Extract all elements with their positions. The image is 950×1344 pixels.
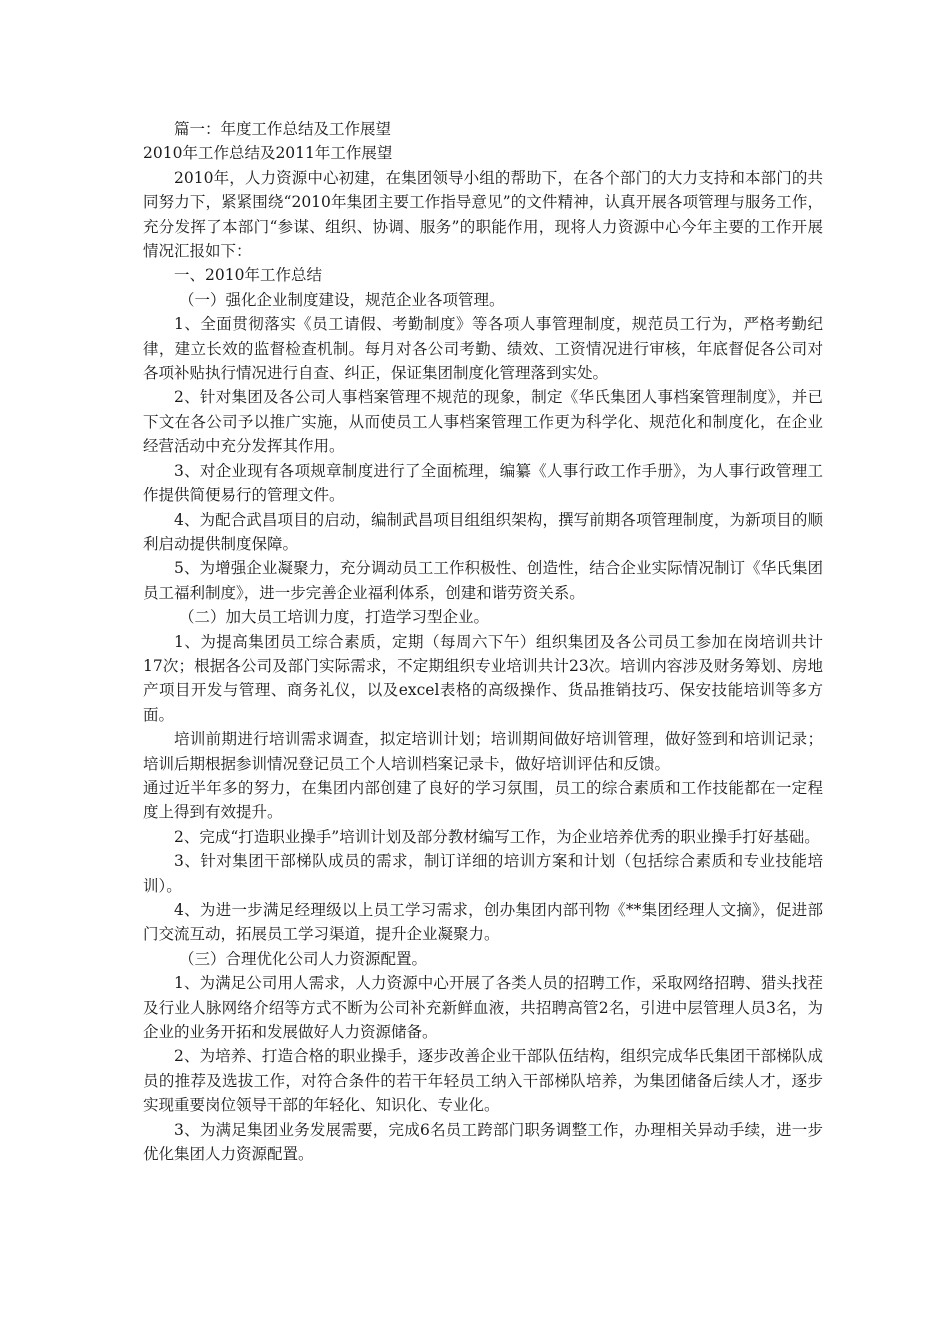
subsection-heading-3: （三）合理优化公司人力资源配置。 bbox=[179, 949, 428, 968]
subsection-heading-1: （一）强化企业制度建设，规范企业各项管理。 bbox=[179, 290, 505, 309]
paragraph-item: 5、为增强企业凝聚力，充分调动员工工作积极性、创造性，结合企业实际情况制订《华氏集团员工福利制度》，进一步完善企业福利体系，创建和谐劳资关系。 bbox=[143, 559, 823, 602]
document-heading-1: 篇一：年度工作总结及工作展望 bbox=[174, 120, 392, 138]
paragraph-item: 2、为培养、打造合格的职业操手，逐步改善企业干部队伍结构，组织完成华氏集团干部梯队成员的推荐及选拔工作，对符合条件的若干年轻员工纳入干部梯队培养，为集团储备后续人才，逐步实现重要岗位领导干部的年轻化、知识化、专业化。 bbox=[143, 1047, 823, 1115]
section-heading-1: 一、2010年工作总结 bbox=[174, 266, 322, 285]
document-heading-2: 2010年工作总结及2011年工作展望 bbox=[143, 144, 393, 163]
paragraph-item: 通过近半年多的努力，在集团内部创建了良好的学习氛围，员工的综合素质和工作技能都在一定程度上得到有效提升。 bbox=[143, 778, 823, 822]
subsection-heading-2: （二）加大员工培训力度，打造学习型企业。 bbox=[179, 608, 490, 627]
document-body bbox=[143, 117, 823, 1166]
paragraph-item: 1、全面贯彻落实《员工请假、考勤制度》等各项人事管理制度，规范员工行为，严格考勤纪律，建立长效的监督检查机制。每月对各公司考勤、绩效、工资情况进行审核，年底督促各公司对各项补贴执行情况进行自查、纠正，保证集团制度化管理落到实处。 bbox=[143, 315, 823, 383]
paragraph-item: 1、为提高集团员工综合素质，定期（每周六下午）组织集团及各公司员工参加在岗培训共计17次；根据各公司及部门实际需求，不定期组织专业培训共计23次。培训内容涉及财务筹划、房地产项目开发与管理、商务礼仪，以及excel表格的高级操作、货品推销技巧、保安技能培训等多方面。 bbox=[143, 632, 823, 724]
paragraph-item: 3、对企业现有各项规章制度进行了全面梳理，编纂《人事行政工作手册》，为人事行政管理工作提供简便易行的管理文件。 bbox=[143, 461, 823, 505]
paragraph-item: 4、为配合武昌项目的启动，编制武昌项目组组织架构，撰写前期各项管理制度，为新项目的顺利启动提供制度保障。 bbox=[143, 510, 823, 553]
paragraph-item: 2、针对集团及各公司人事档案管理不规范的现象，制定《华氏集团人事档案管理制度》，并已下文在各公司予以推广实施，从而使员工人事档案管理工作更为科学化、规范化和制度化，在企业经营活动中充分发挥其作用。 bbox=[143, 388, 823, 456]
paragraph-item: 2、完成“打造职业操手”培训计划及部分教材编写工作，为企业培养优秀的职业操手打好基础。 bbox=[174, 827, 820, 846]
paragraph-item: 3、为满足集团业务发展需要，完成6名员工跨部门职务调整工作，办理相关异动手续，进一步优化集团人力资源配置。 bbox=[143, 1120, 823, 1164]
paragraph-item: 培训前期进行培训需求调查，拟定培训计划；培训期间做好培训管理，做好签到和培训记录；培训后期根据参训情况登记员工个人培训档案记录卡，做好培训评估和反馈。 bbox=[143, 730, 823, 773]
paragraph-item: 1、为满足公司用人需求，人力资源中心开展了各类人员的招聘工作，采取网络招聘、猎头找茬及行业人脉网络介绍等方式不断为公司补充新鲜血液，共招聘高管2名，引进中层管理人员3名，为企业的业务开拓和发展做好人力资源储备。 bbox=[143, 974, 823, 1042]
paragraph-item: 4、为进一步满足经理级以上员工学习需求，创办集团内部刊物《**集团经理人文摘》，促进部门交流互动，拓展员工学习渠道，提升企业凝聚力。 bbox=[143, 901, 823, 944]
paragraph-item: 3、针对集团干部梯队成员的需求，制订详细的培训方案和计划（包括综合素质和专业技能培训）。 bbox=[143, 852, 823, 895]
paragraph-intro: 2010年，人力资源中心初建，在集团领导小组的帮助下，在各个部门的大力支持和本部门的共同努力下，紧紧围绕“2010年集团主要工作指导意见”的文件精神，认真开展各项管理与服务工作，充分发挥了本部门“参谋、组织、协调、服务”的职能作用，现将人力资源中心今年主要的工作开展情况汇报如下： bbox=[143, 168, 823, 261]
